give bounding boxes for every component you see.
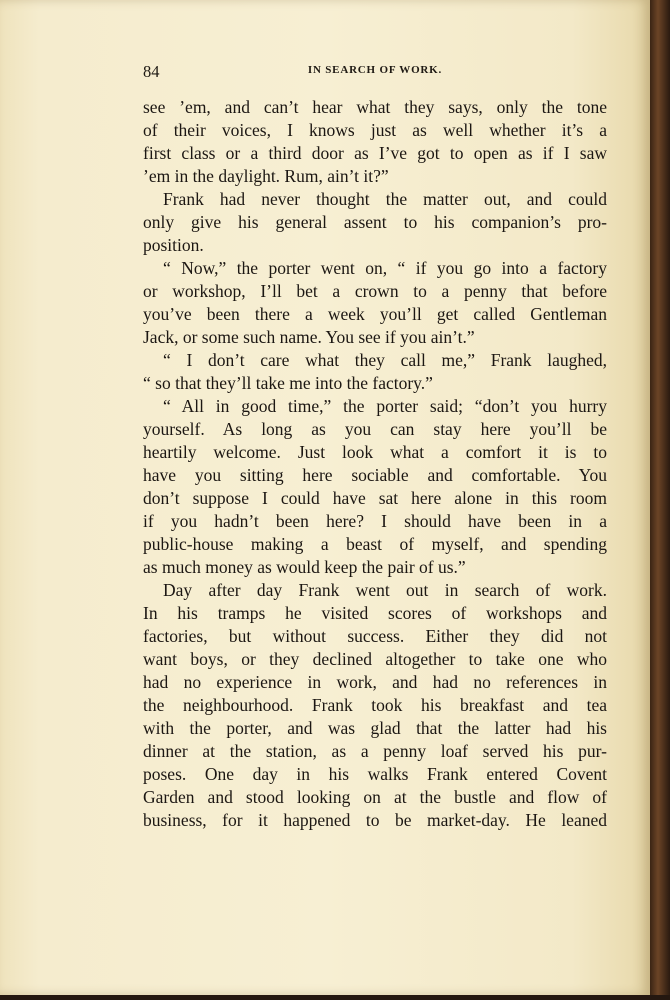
page-number: 84 [143,62,160,81]
text-line: as much money as would keep the pair of us.” [143,557,466,577]
text-line: poses. One day in his walks Frank entered Covent [143,764,607,784]
text-line: had no experience in work, and had no references in [143,672,607,692]
text-line: Garden and stood looking on at the bustle and flow of [143,787,607,807]
text-line: ’em in the daylight. Rum, ain’t it?” [143,166,389,186]
running-title: IN SEARCH OF WORK. [307,64,443,76]
text-line: “ so that they’ll take me into the factory.” [143,373,433,393]
text-line: “ Now,” the porter went on, “ if you go into a factory [163,258,607,278]
page-header [143,62,607,82]
text-line: yourself. As long as you can stay here you’ll be [143,419,607,439]
text-line: In his tramps he visited scores of workshops and [143,603,607,623]
text-line: see ’em, and can’t hear what they says, only the tone [143,97,607,117]
text-line: first class or a third door as I’ve got to open as if I saw [143,143,607,163]
text-line: heartily welcome. Just look what a comfort it is to [143,442,607,462]
page-edge-shadow [650,0,670,1000]
text-line: you’ve been there a week you’ll get called Gentleman [143,304,607,324]
text-line: public-house making a beast of myself, and spending [143,534,607,554]
text-line: position. [143,235,204,255]
text-line: business, for it happened to be market-day. He leaned [143,810,607,830]
text-line: only give his general assent to his companion’s pro- [143,212,607,232]
text-line: want boys, or they declined altogether to take one who [143,649,607,669]
text-line: or workshop, I’ll bet a crown to a penny that before [143,281,607,301]
text-line: dinner at the station, as a penny loaf served his pur- [143,741,607,761]
text-line: have you sitting here sociable and comfortable. You [143,465,607,485]
body-text [143,96,607,832]
text-line: the neighbourhood. Frank took his breakfast and tea [143,695,607,715]
text-line: Frank had never thought the matter out, and could [163,189,607,209]
text-line: of their voices, I knows just as well whether it’s a [143,120,607,140]
text-line: if you hadn’t been here? I should have been in a [143,511,607,531]
text-line: Jack, or some such name. You see if you ain’t.” [143,327,475,347]
text-line: don’t suppose I could have sat here alone in this room [143,488,607,508]
text-line: Day after day Frank went out in search of work. [163,580,607,600]
text-line: “ All in good time,” the porter said; “don’t you hurry [163,396,607,416]
text-line: “ I don’t care what they call me,” Frank laughed, [163,350,607,370]
text-line: with the porter, and was glad that the latter had his [143,718,607,738]
page-bottom-shadow [0,995,670,1000]
text-line: factories, but without success. Either they did not [143,626,607,646]
